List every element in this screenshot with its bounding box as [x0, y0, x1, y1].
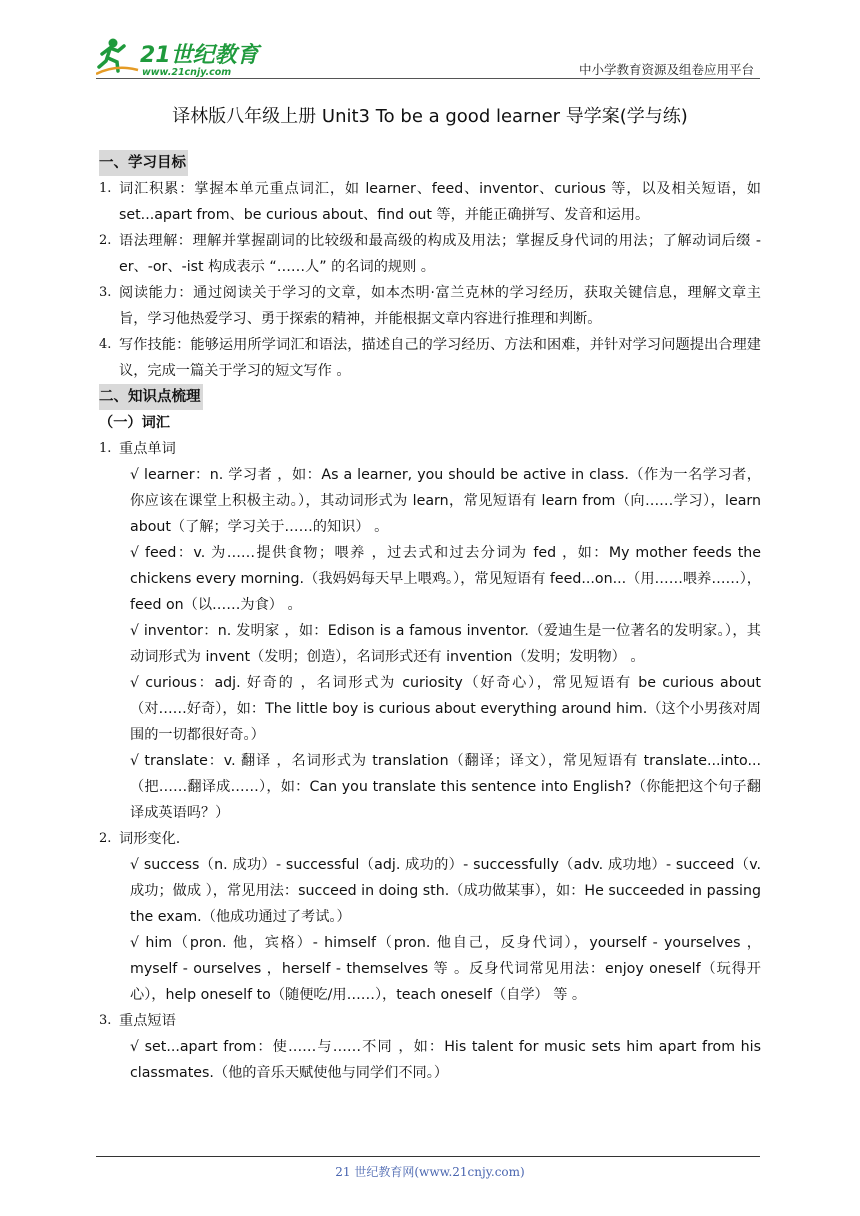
section-heading-objectives: 一、学习目标 — [99, 150, 188, 176]
document-body — [99, 150, 761, 1086]
list-item — [99, 826, 761, 852]
logo-url: www.21cnjy.com — [142, 67, 232, 78]
word-entry: √ learner：n. 学习者 ，如：As a learner, you should be active in class.（作为一名学习者，你应该在课堂上积极主动。），其动词形式为 learn，常见短语有 learn from（向……学习），learn about（了解；学习关于……的知识） 。 — [130, 467, 761, 535]
item-label: 重点短语 — [119, 1013, 176, 1029]
list-item — [99, 228, 761, 280]
item-number: 2. — [99, 233, 112, 248]
header-divider — [96, 78, 760, 79]
word-form-entry: √ him（pron. 他，宾格）- himself（pron. 他自己，反身代词），yourself - yourselves ，myself - ourselves ，herself - themselves 等 。反身代词常见用法：enjoy oneself（玩得开心），help oneself to（随便吃/用……），teach oneself（自学） 等 。 — [130, 935, 761, 1003]
item-number: 3. — [99, 1013, 112, 1028]
item-number: 3. — [99, 285, 112, 300]
item-number: 1. — [99, 181, 112, 196]
section-heading-knowledge: 二、知识点梳理 — [99, 384, 203, 410]
item-text: 写作技能：能够运用所学词汇和语法，描述自己的学习经历、方法和困难，并针对学习问题提出合理建议，完成一篇关于学习的短文写作 。 — [119, 337, 761, 379]
item-label: 重点单词 — [119, 441, 176, 457]
phrase-entry: √ set...apart from：使……与……不同 ，如：His talent for music sets him apart from his classmates.（他的音乐天赋使他与同学们不同。） — [130, 1039, 761, 1081]
item-label: 词形变化. — [119, 831, 181, 847]
page-title: 译林版八年级上册 Unit3 To be a good learner 导学案(学与练) — [172, 106, 688, 127]
item-number: 4. — [99, 337, 112, 352]
list-item — [99, 176, 761, 228]
footer-divider — [96, 1156, 760, 1157]
page-header — [96, 34, 760, 82]
item-text: 词汇积累：掌握本单元重点词汇，如 learner、feed、inventor、curious 等，以及相关短语，如 set...apart from、be curious about、find out 等，并能正确拼写、发音和运用。 — [119, 181, 761, 223]
word-entry: √ translate：v. 翻译 ，名词形式为 translation（翻译；译文），常见短语有 translate...into...（把……翻译成……），如：Can you translate this sentence into English?（你能把这个句子翻译成英语吗？） — [130, 753, 761, 821]
item-text: 阅读能力：通过阅读关于学习的文章，如本杰明·富兰克林的学习经历，获取关键信息，理解文章主旨，学习他热爱学习、勇于探索的精神，并能根据文章内容进行推理和判断。 — [119, 285, 761, 327]
word-entry: √ inventor：n. 发明家 ，如：Edison is a famous inventor.（爱迪生是一位著名的发明家。），其动词形式为 invent（发明；创造），名词形式还有 invention（发明；发明物） 。 — [130, 623, 761, 665]
item-text: 语法理解：理解并掌握副词的比较级和最高级的构成及用法；掌握反身代词的用法；了解动词后缀 -er、-or、-ist 构成表示 “……人” 的名词的规则 。 — [119, 233, 761, 275]
item-number: 1. — [99, 441, 112, 456]
site-logo — [96, 34, 266, 78]
subsection-heading-vocabulary: （一）词汇 — [99, 415, 170, 431]
list-item — [99, 332, 761, 384]
item-number: 2. — [99, 831, 112, 846]
list-item — [99, 280, 761, 332]
page-footer: 21 世纪教育网(www.21cnjy.com) — [335, 1165, 525, 1179]
list-item — [99, 1008, 761, 1034]
logo-text: 21世纪教育 — [140, 43, 259, 68]
word-entry: √ curious：adj. 好奇的 ，名词形式为 curiosity（好奇心），常见短语有 be curious about（对……好奇），如：The little boy is curious about everything around him.（这个小男孩对周围的一切都很好奇。） — [130, 675, 761, 743]
word-entry: √ feed：v. 为……提供食物；喂养 ，过去式和过去分词为 fed ，如：My mother feeds the chickens every morning.（我妈妈每天早上喂鸡。），常见短语有 feed...on...（用……喂养……），feed on（以……为食） 。 — [130, 545, 761, 613]
word-form-entry: √ success（n. 成功）- successful（adj. 成功的）- successfully（adv. 成功地）- succeed（v. 成功；做成 ），常见用法：succeed in doing sth.（成功做某事），如：He succeeded in passing the exam.（他成功通过了考试。） — [130, 857, 761, 925]
platform-name: 中小学教育资源及组卷应用平台 — [578, 62, 754, 77]
list-item — [99, 436, 761, 462]
